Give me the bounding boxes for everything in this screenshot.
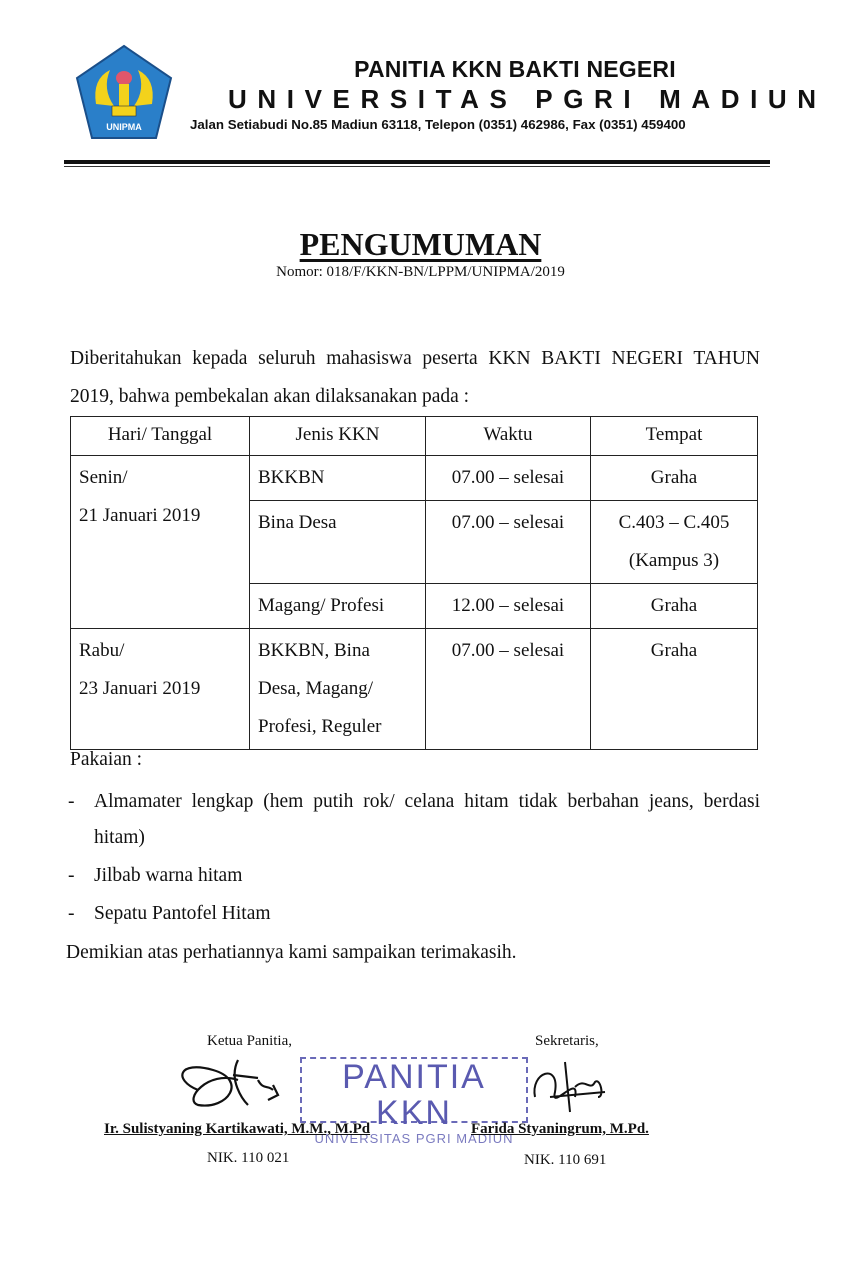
bullet-dash: - <box>68 865 75 886</box>
logo-caption: UNIPMA <box>106 122 142 132</box>
stamp-subtitle: UNIVERSITAS PGRI MADIUN <box>314 1131 514 1146</box>
time-cell: 12.00 – selesai <box>426 584 591 629</box>
chair-name: Ir. Sulistyaning Kartikawati, M.M., M.Pd <box>104 1121 371 1137</box>
header-time: Waktu <box>426 417 591 456</box>
day-date-cell <box>71 456 250 629</box>
document-number: Nomor: 018/F/KKN-BN/LPPM/UNIPMA/2019 <box>276 264 565 280</box>
letterhead-divider-thin <box>64 166 770 167</box>
stamp-title: PANITIA KKN <box>342 1058 486 1132</box>
committee-title: PANITIA KKN BAKTI NEGERI <box>354 56 676 82</box>
header-kkn-type: Jenis KKN <box>250 417 426 456</box>
kkn-type-cell: Bina Desa <box>250 501 426 584</box>
intro-paragraph: Diberitahukan kepada seluruh mahasiswa peserta KKN BAKTI NEGERI TAHUN 2019, bahwa pembekalan akan dilaksanakan pada : <box>70 348 760 407</box>
kkn-type-cell: Magang/ Profesi <box>250 584 426 629</box>
university-name: UNIVERSITAS PGRI MADIUN <box>228 84 827 114</box>
bullet-dash: - <box>68 903 75 924</box>
chair-role: Ketua Panitia, <box>207 1033 292 1049</box>
place-cell: Graha <box>591 584 758 629</box>
document-title <box>0 226 841 263</box>
closing-sentence: Demikian atas perhatiannya kami sampaikan terimakasih. <box>66 942 517 963</box>
secretary-nik: NIK. 110 691 <box>524 1152 607 1168</box>
clothing-list <box>68 784 760 934</box>
bullet-dash: - <box>68 791 75 812</box>
clothing-item-text: Sepatu Pantofel Hitam <box>94 903 271 924</box>
table-header-row <box>71 417 758 456</box>
schedule-table <box>70 416 758 750</box>
chair-signature <box>168 1050 298 1120</box>
kkn-type-line: BKKBN, Bina <box>258 640 370 661</box>
time-cell: 07.00 – selesai <box>426 501 591 584</box>
kkn-type-line: Desa, Magang/ <box>258 678 374 699</box>
table-row <box>71 629 758 750</box>
secretary-role: Sekretaris, <box>535 1033 599 1049</box>
place-cell: Graha <box>591 629 758 750</box>
date-label: 23 Januari 2019 <box>79 678 201 699</box>
clothing-item-text: Jilbab warna hitam <box>94 865 243 886</box>
header-place: Tempat <box>591 417 758 456</box>
list-item <box>68 896 760 932</box>
kkn-type-line: Profesi, Reguler <box>258 716 382 737</box>
day-date-cell <box>71 629 250 750</box>
table-row <box>71 456 758 501</box>
kkn-type-cell <box>250 629 426 750</box>
university-address: Jalan Setiabudi No.85 Madiun 63118, Telepon (0351) 462986, Fax (0351) 459400 <box>190 117 686 132</box>
list-item <box>68 858 760 894</box>
place-room: C.403 – C.405 <box>618 512 730 533</box>
letterhead-divider <box>64 160 770 164</box>
place-campus: (Kampus 3) <box>628 550 720 571</box>
time-cell: 07.00 – selesai <box>426 456 591 501</box>
clothing-item-text: Almamater lengkap (hem putih rok/ celana hitam tidak berbahan jeans, berdasi hitam) <box>94 791 760 848</box>
university-logo <box>74 44 174 142</box>
date-label: 21 Januari 2019 <box>79 505 201 526</box>
time-cell: 07.00 – selesai <box>426 629 591 750</box>
header-day-date: Hari/ Tanggal <box>71 417 250 456</box>
day-label: Senin/ <box>79 467 128 488</box>
place-cell: Graha <box>591 456 758 501</box>
document-title-text: PENGUMUMAN <box>299 226 542 262</box>
day-label: Rabu/ <box>79 640 125 661</box>
committee-stamp <box>300 1057 528 1146</box>
kkn-type-cell: BKKBN <box>250 456 426 501</box>
clothing-label: Pakaian : <box>70 749 143 770</box>
secretary-name: Farida Styaningrum, M.Pd. <box>471 1121 649 1137</box>
list-item <box>68 784 760 856</box>
place-cell <box>591 501 758 584</box>
secretary-signature <box>520 1052 620 1122</box>
chair-nik: NIK. 110 021 <box>207 1150 290 1166</box>
